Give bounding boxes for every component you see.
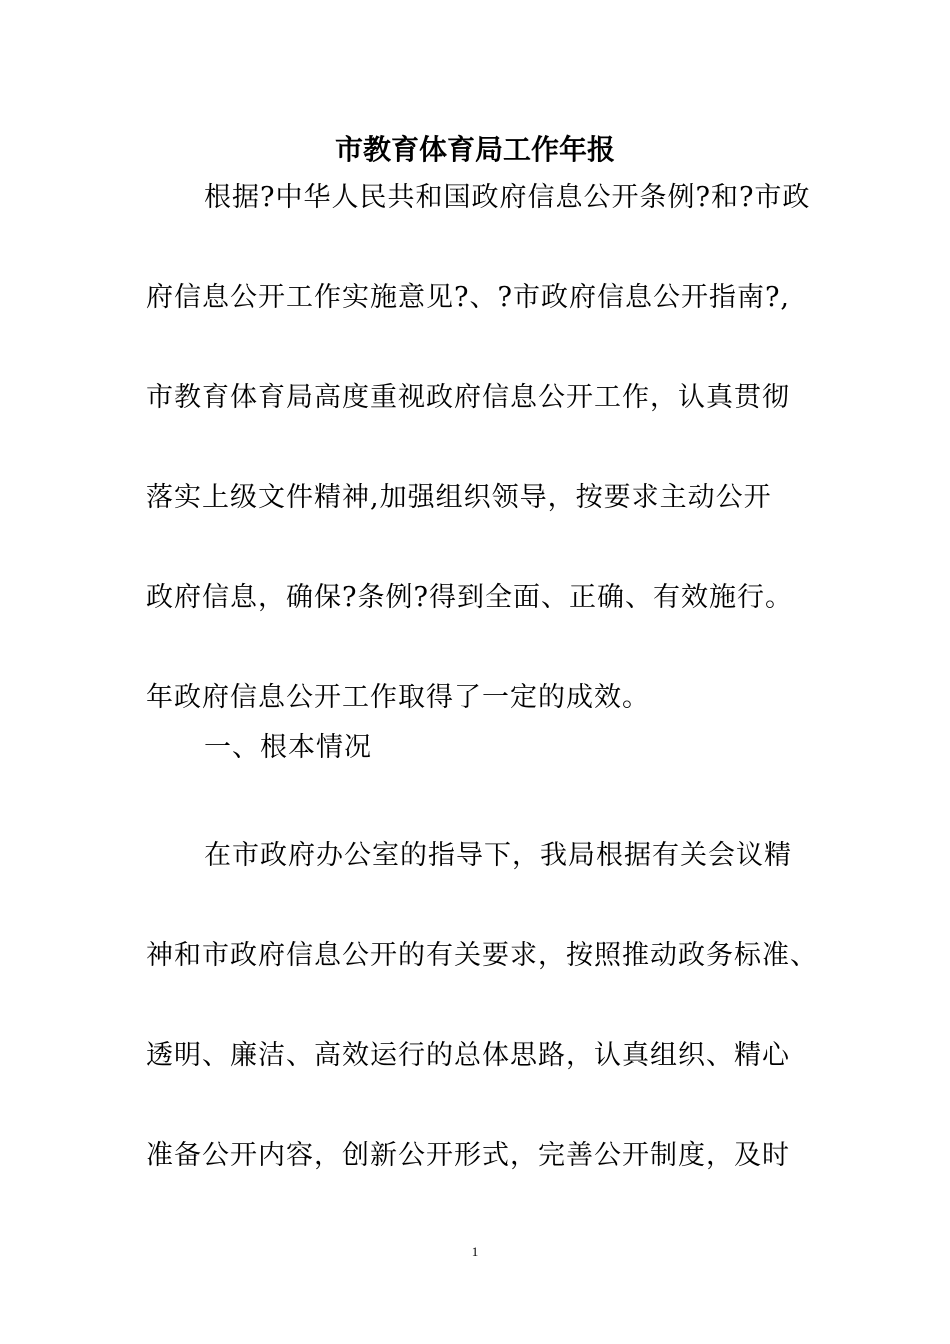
document-title: 市教育体育局工作年报 [334, 133, 615, 166]
paragraph-line: 府信息公开工作实施意见?、?市政府信息公开指南?, [146, 282, 791, 313]
paragraph-line: 神和市政府信息公开的有关要求，按照推动政务标准、 [146, 940, 818, 971]
paragraph-line: 市教育体育局高度重视政府信息公开工作，认真贯彻 [146, 382, 790, 413]
paragraph-line: 准备公开内容，创新公开形式，完善公开制度，及时 [146, 1140, 790, 1171]
paragraph-line: 在市政府办公室的指导下，我局根据有关会议精 [204, 840, 792, 871]
paragraph-line: 透明、廉洁、高效运行的总体思路，认真组织、精心 [146, 1040, 790, 1071]
section-heading: 一、根本情况 [204, 732, 372, 763]
paragraph-line: 落实上级文件精神,加强组织领导，按要求主动公开 [146, 482, 772, 513]
paragraph-line: 根据?中华人民共和国政府信息公开条例?和?市政 [204, 182, 811, 213]
paragraph-line: 年政府信息公开工作取得了一定的成效。 [146, 682, 650, 713]
paragraph-line: 政府信息，确保?条例?得到全面、正确、有效施行。 [146, 582, 793, 613]
page-number: 1 [471, 1244, 479, 1259]
